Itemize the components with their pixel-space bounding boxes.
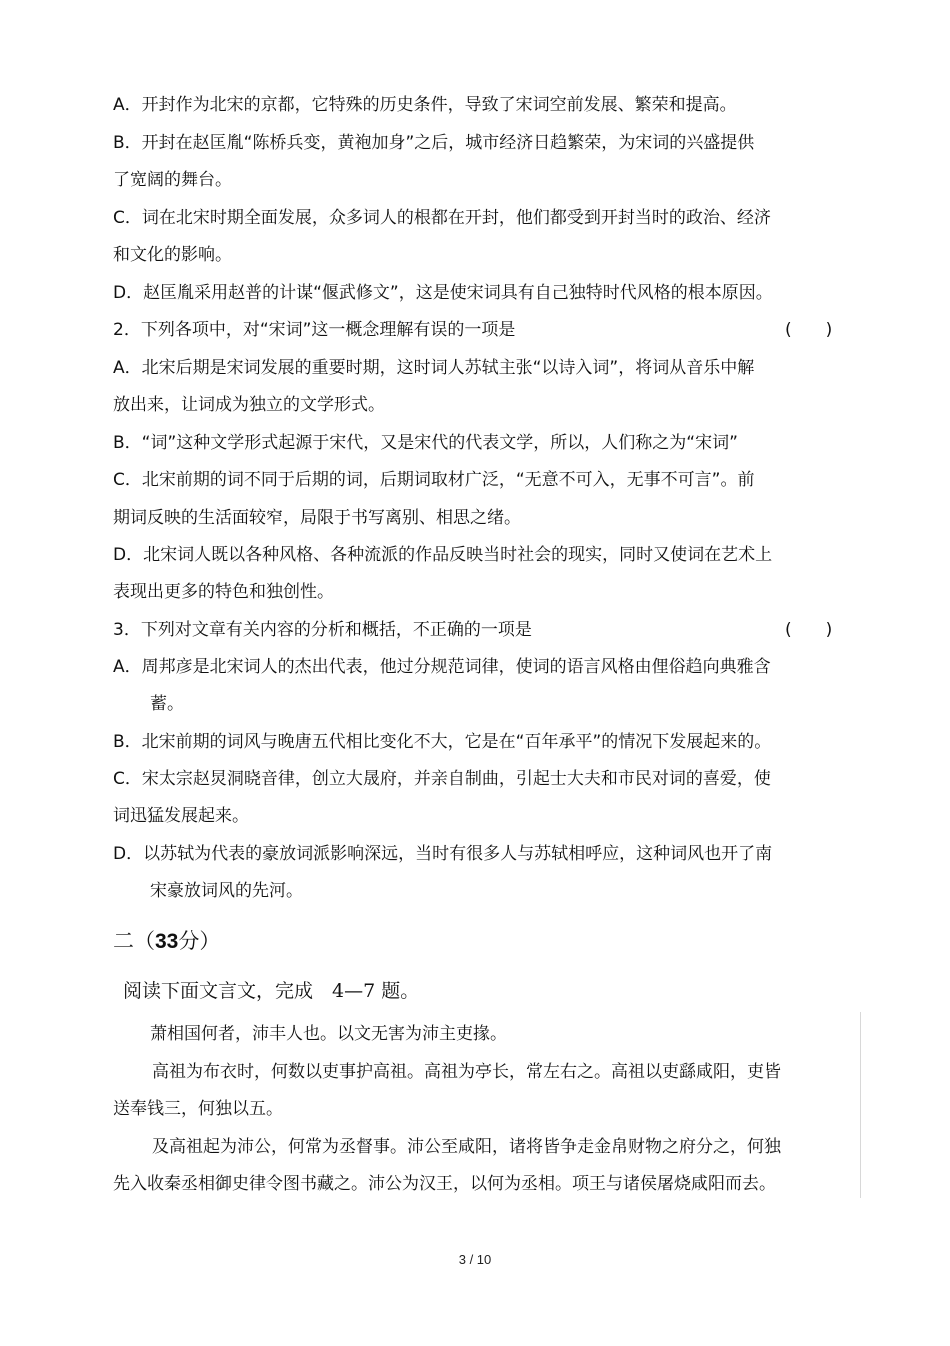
passage-paragraph-2-cont: 送奉钱三，何独以五。	[113, 1099, 283, 1119]
q1-option-d: D．赵匡胤采用赵普的计谋“偃武修文”，这是使宋词具有自己独特时代风格的根本原因。	[113, 283, 773, 303]
passage-paragraph-3-cont: 先入收秦丞相御史律令图书藏之。沛公为汉王，以何为丞相。项王与诸侯屠烧咸阳而去。	[113, 1174, 776, 1194]
q2-option-d-cont: 表现出更多的特色和独创性。	[113, 582, 334, 602]
q3-answer-blank: ( )	[785, 620, 833, 640]
q1-option-b: B．开封在赵匡胤“陈桥兵变，黄袍加身”之后，城市经济日趋繁荣，为宋词的兴盛提供	[113, 133, 755, 153]
section-heading	[113, 926, 220, 957]
q3-option-b: B．北宋前期的词风与晚唐五代相比变化不大，它是在“百年承平”的情况下发展起来的。	[113, 732, 772, 752]
passage-paragraph-3: 及高祖起为沛公，何常为丞督事。沛公至咸阳，诸将皆争走金帛财物之府分之，何独	[152, 1137, 781, 1157]
reading-instruction: 阅读下面文言文，完成 4—7 题。	[123, 980, 420, 1002]
q3-option-a: A．周邦彦是北宋词人的杰出代表，他过分规范词律，使词的语言风格由俚俗趋向典雅含	[113, 657, 771, 677]
q1-option-b-cont: 了宽阔的舞台。	[113, 170, 232, 190]
section-heading-suffix: 分）	[178, 929, 221, 953]
q1-option-c-cont: 和文化的影响。	[113, 245, 232, 265]
q2-option-c-cont: 期词反映的生活面较窄，局限于书写离别、相思之绪。	[113, 508, 521, 528]
q3-stem: 3．下列对文章有关内容的分析和概括，不正确的一项是	[113, 620, 532, 640]
q2-option-b: B．“词”这种文学形式起源于宋代，又是宋代的代表文学，所以，人们称之为“宋词”	[113, 433, 738, 453]
q3-option-d-cont: 宋豪放词风的先河。	[150, 881, 303, 901]
passage-paragraph-2: 高祖为布衣时，何数以吏事护高祖。高祖为亭长，常左右之。高祖以吏繇咸阳，吏皆	[152, 1062, 781, 1082]
q2-option-c: C．北宋前期的词不同于后期的词，后期词取材广泛，“无意不可入，无事不可言”。前	[113, 470, 755, 490]
q2-option-d: D．北宋词人既以各种风格、各种流派的作品反映当时社会的现实，同时又使词在艺术上	[113, 545, 773, 565]
q2-answer-blank: ( )	[785, 320, 833, 340]
q2-stem: 2．下列各项中，对“宋词”这一概念理解有误的一项是	[113, 320, 516, 340]
q3-option-a-cont: 蓄。	[150, 694, 184, 714]
section-points: 33	[155, 930, 179, 953]
margin-rule	[860, 1012, 861, 1198]
q3-option-c-cont: 词迅猛发展起来。	[113, 806, 249, 826]
passage-paragraph-1: 萧相国何者，沛丰人也。以文无害为沛主吏掾。	[150, 1024, 507, 1044]
page-number: 3 / 10	[458, 1252, 492, 1267]
q3-option-c: C．宋太宗赵炅洞晓音律，创立大晟府，并亲自制曲，引起士大夫和市民对词的喜爱，使	[113, 769, 771, 789]
section-heading-prefix: 二（	[113, 929, 155, 953]
q2-option-a: A．北宋后期是宋词发展的重要时期，这时词人苏轼主张“以诗入词”，将词从音乐中解	[113, 358, 755, 378]
q3-option-d: D．以苏轼为代表的豪放词派影响深远，当时有很多人与苏轼相呼应，这种词风也开了南	[113, 844, 773, 864]
q1-option-a: A．开封作为北宋的京都，它特殊的历史条件，导致了宋词空前发展、繁荣和提高。	[113, 95, 737, 115]
q2-option-a-cont: 放出来，让词成为独立的文学形式。	[113, 395, 385, 415]
q1-option-c: C．词在北宋时期全面发展，众多词人的根都在开封，他们都受到开封当时的政治、经济	[113, 208, 771, 228]
